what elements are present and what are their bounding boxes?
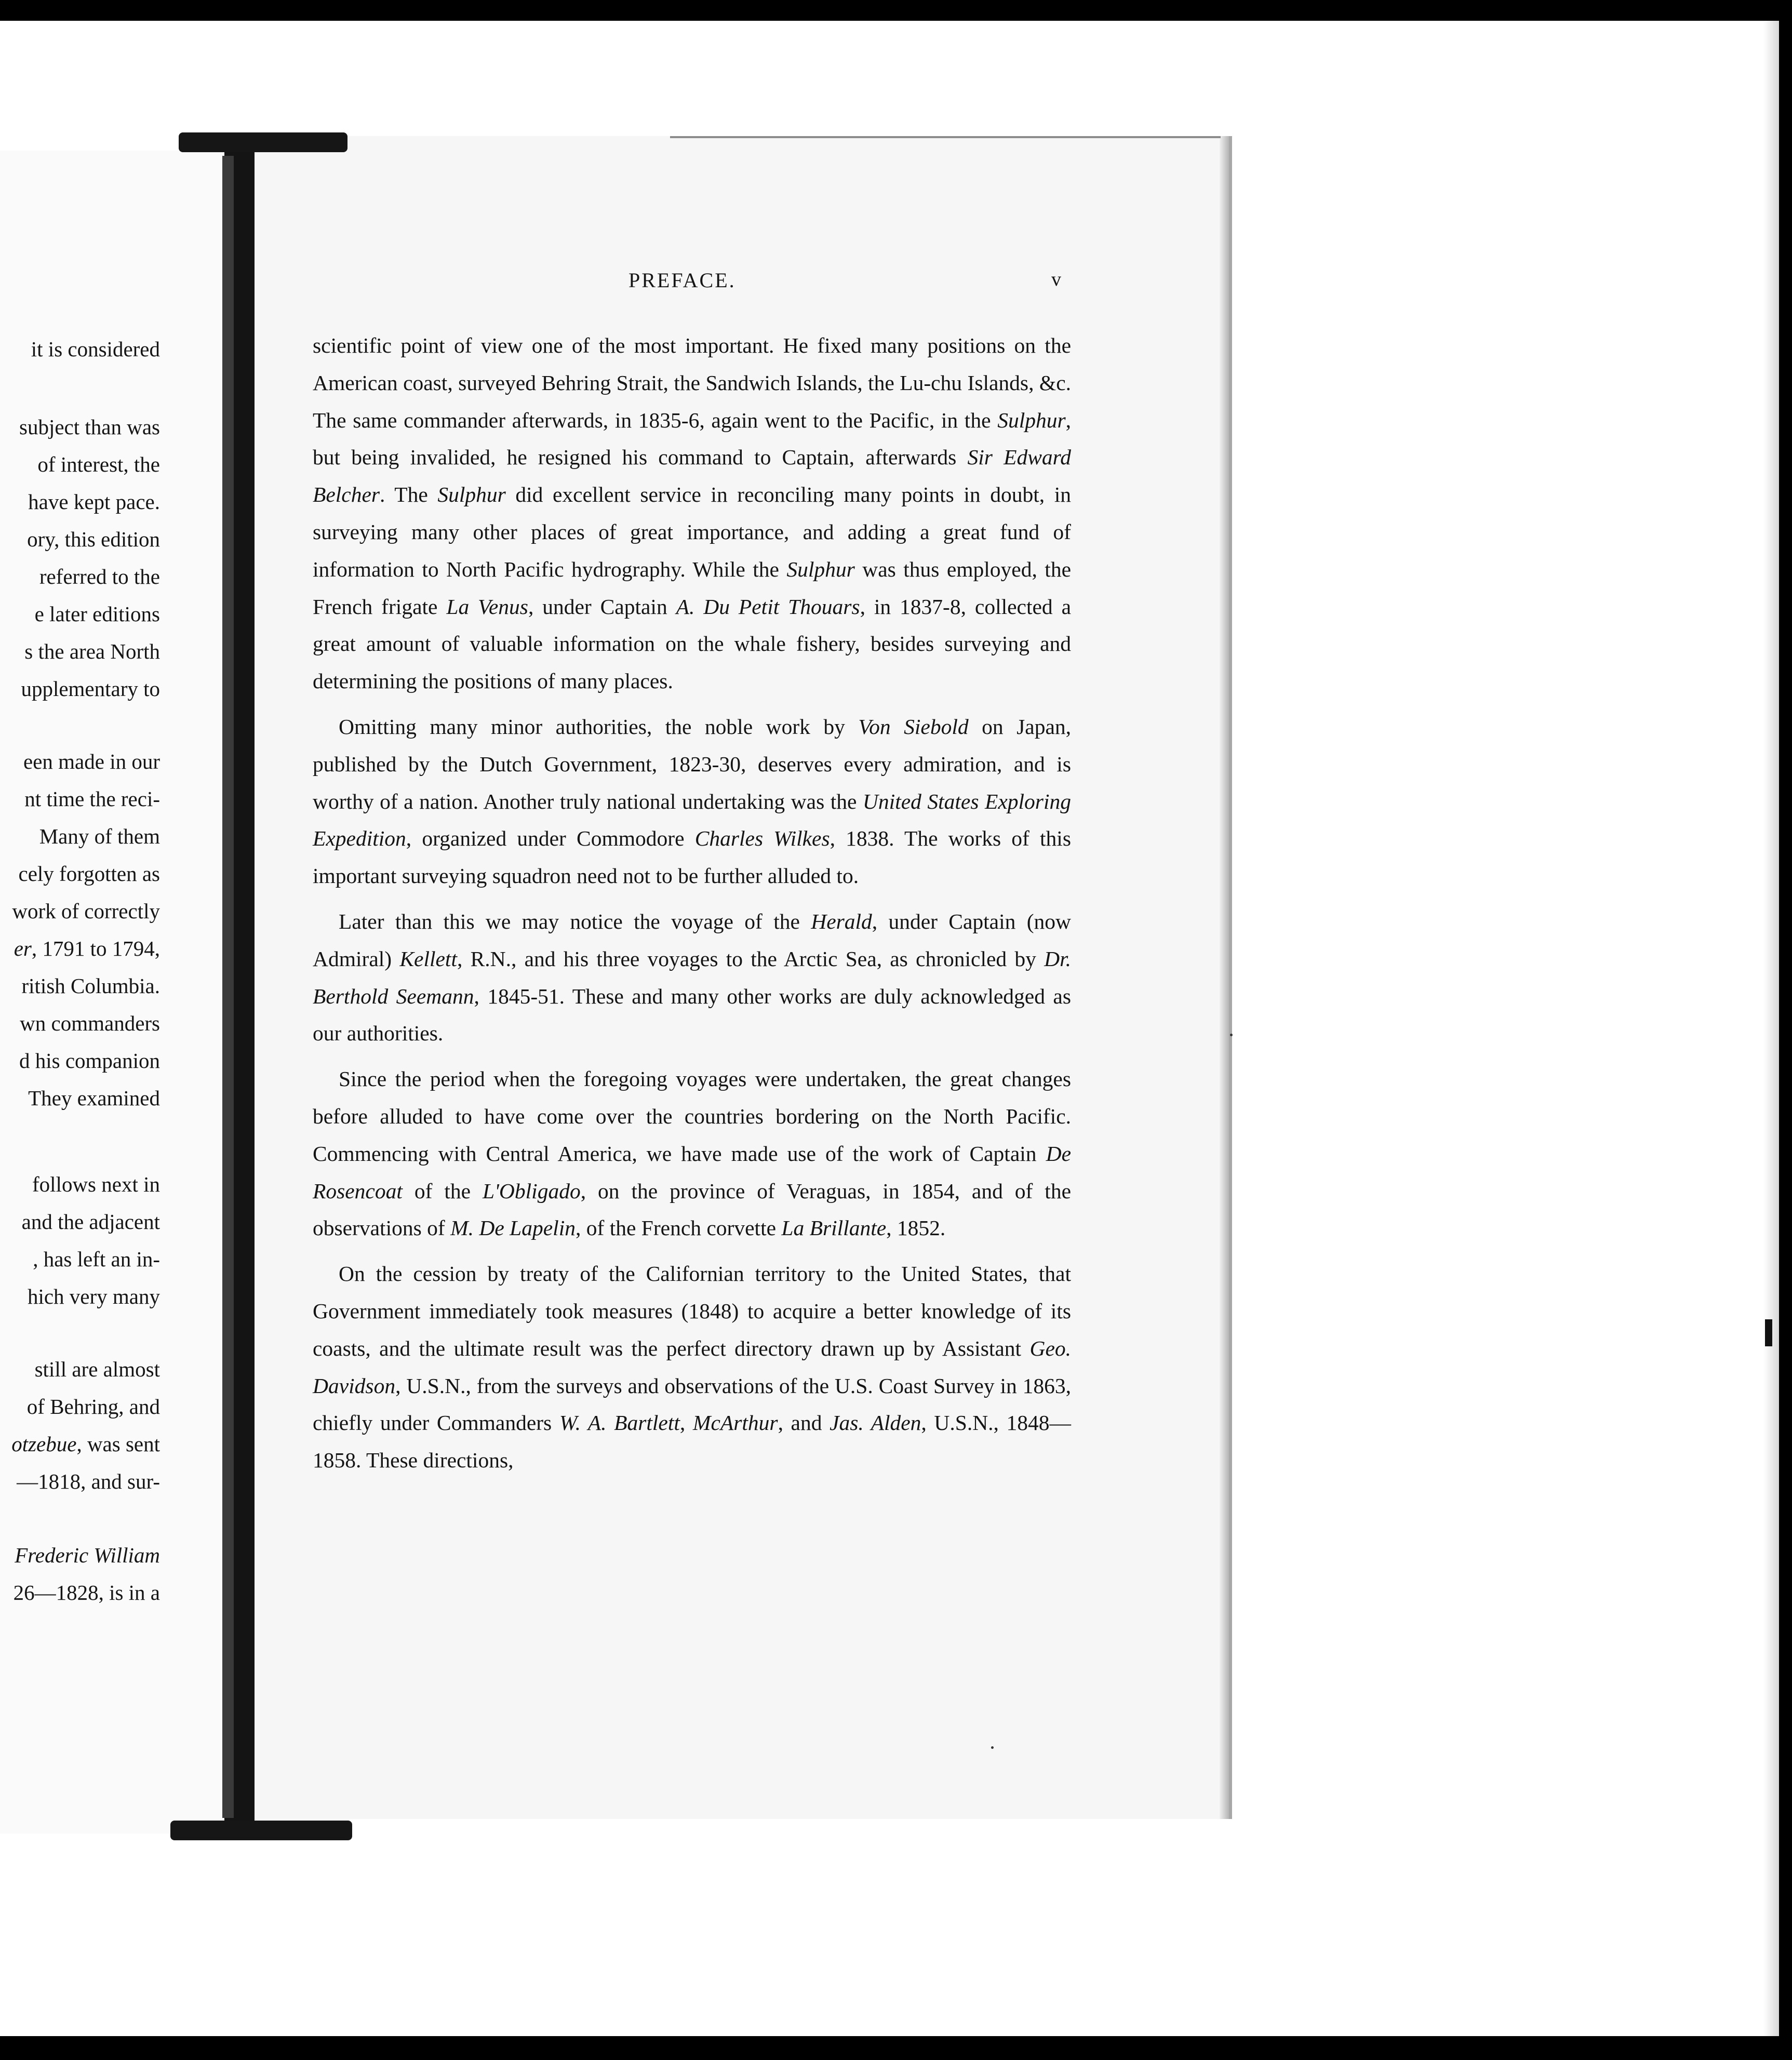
left-page-line: have kept pace. — [28, 490, 160, 514]
left-page-line: it is considered — [31, 337, 160, 361]
left-facing-page — [0, 151, 229, 1834]
left-page-line: and the adjacent — [21, 1210, 160, 1234]
left-page-line: of Behring, and — [26, 1395, 160, 1419]
left-page-line: hich very many — [27, 1285, 160, 1308]
scan-speck — [991, 1746, 994, 1749]
scan-edge-mark — [1765, 1319, 1772, 1346]
left-page-line: ritish Columbia. — [21, 974, 160, 998]
paragraph: Later than this we may notice the voyage of the Herald, under Captain (now Admiral) Kellett, R.N., and his three voyages to the Arctic Sea, as chronicled by Dr. Berthold Seemann, 1845-51. These and many other works are duly acknowledged as our authorities. — [313, 909, 1072, 1046]
sheet-shadow — [1763, 21, 1779, 2036]
left-page-line: d his companion — [19, 1049, 160, 1073]
left-page-line: still are almost — [34, 1357, 160, 1381]
page-number: v — [1051, 269, 1061, 290]
left-page-line: work of correctly — [12, 899, 160, 923]
left-page-line: s the area North — [24, 639, 160, 663]
left-page-line: cely forgotten as — [18, 862, 160, 886]
right-page-edge — [1220, 136, 1229, 1819]
scan-speck — [1230, 1034, 1233, 1036]
left-page-line: e later editions — [34, 602, 160, 626]
left-page-line: otzebue, was sent — [11, 1432, 160, 1456]
left-page-line: Many of them — [39, 824, 160, 848]
left-page-line: 26—1828, is in a — [13, 1581, 160, 1604]
body-text — [313, 327, 1071, 1488]
binding-clamp-top — [179, 132, 347, 152]
left-page-line: wn commanders — [20, 1011, 160, 1035]
left-page-line: ory, this edition — [27, 527, 160, 551]
left-page-line: subject than was — [19, 415, 160, 439]
binding-clamp-shadow — [222, 156, 234, 1818]
left-page-line: Frederic William — [15, 1543, 160, 1567]
left-page-line: —1818, and sur- — [17, 1469, 160, 1493]
running-header: PREFACE. — [628, 269, 736, 292]
left-page-line: , has left an in- — [33, 1247, 160, 1271]
paragraph: Omitting many minor authorities, the noble work by Von Siebold on Japan, published by the Dutch Government, 1823-30, deserves every admiration, and is worthy of a nation. Another truly national undertaking was the United States Exploring Expedition, organized under Commodore Charles Wilkes, 1838. The works of this important surveying squadron need not to be further alluded to. — [313, 714, 1071, 888]
left-page-line: They examined — [28, 1086, 160, 1110]
paragraph: On the cession by treaty of the Californian territory to the United States, that Government immediately took measures (1848) to acquire a better knowledge of its coasts, and the ultimate result was the perfect directory drawn up by Assistant Geo. Davidson, U.S.N., from the surveys and observations of the U.S. Coast Survey in 1863, chiefly under Commanders W. A. Bartlett, McArthur, and Jas. Alden, U.S.N., 1848—1858. These directions, — [313, 1262, 1072, 1473]
left-page-line: follows next in — [32, 1172, 160, 1196]
paragraph: scientific point of view one of the most important. He fixed many positions on the American coast, surveyed Behring Strait, the Sandwich Islands, the Lu-chu Islands, &c. The same commander afterwards, in 1835-6, again went to the Pacific, in the Sulphur, but being invalided, he resigned his command to Captain, afterwards Sir Edward Belcher. The Sulphur did excellent service in reconciling many points in doubt, in surveying many other places of great importance, and adding a great fund of information to North Pacific hydrography. While the Sulphur was thus employed, the French frigate La Venus, under Captain A. Du Petit Thouars, in 1837-8, collected a great amount of valuable information on the whale fishery, besides surveying and determining the positions of many places. — [313, 333, 1072, 693]
left-page-line: referred to the — [39, 565, 160, 588]
left-page-line: nt time the reci- — [24, 787, 160, 811]
left-page-line: upplementary to — [21, 677, 160, 701]
binding-clamp-bottom — [170, 1821, 352, 1840]
paragraph: Since the period when the foregoing voyages were undertaken, the great changes before alluded to have come over the countries bordering on the North Pacific. Commencing with Central America, we have made use of the work of Captain De Rosencoat of the L'Obligado, on the province of Veraguas, in 1854, and of the observations of M. De Lapelin, of the French corvette La Brillante, 1852. — [313, 1067, 1071, 1240]
left-page-line: of interest, the — [37, 452, 160, 476]
left-page-line: een made in our — [23, 750, 160, 773]
page-top-edge — [670, 136, 1221, 138]
left-page-line: er, 1791 to 1794, — [14, 937, 160, 960]
